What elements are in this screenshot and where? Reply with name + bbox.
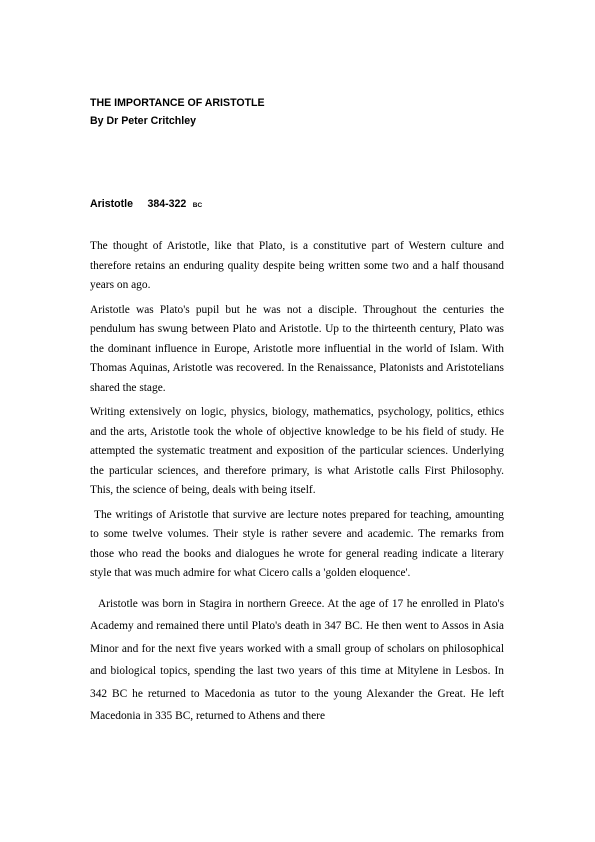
paragraph: Aristotle was born in Stagira in northern Greece. At the age of 17 he enrolled in Plato's Academy and remained there until Plato's death in 347 BC. He then went to Assos in Asia Minor and for the next five years worked with a small group of scholars on philosophical and biological topics, spending the last two years of this time at Mitylene in Lesbos. In 342 BC he returned to Macedonia as tutor to the young Alexander the Great. He left Macedonia in 335 BC, returned to Athens and there: [90, 597, 504, 722]
section-heading-era: BC: [192, 202, 203, 209]
document-title: THE IMPORTANCE OF ARISTOTLE: [90, 97, 265, 109]
document-header: [90, 95, 265, 130]
paragraph: The writings of Aristotle that survive are lecture notes prepared for teaching, amounting to some twelve volumes. Their style is rather severe and academic. The remarks from those who read the books and dialogues he wrote for general reading indicate a literary style that was much admire for what Cicero calls a 'golden eloquence'.: [90, 508, 504, 579]
section-heading-name: Aristotle: [90, 198, 133, 210]
body-text: [90, 237, 504, 733]
paragraph: Writing extensively on logic, physics, biology, mathematics, psychology, politics, ethics and the arts, Aristotle took the whole of objective knowledge to be his field of study. He attempted the systematic treatment and exposition of the particular sciences. Underlying the particular sciences, and therefore primary, is what Aristotle calls First Philosophy. This, the science of being, deals with being itself.: [90, 406, 504, 496]
paragraph: The thought of Aristotle, like that Plato, is a constitutive part of Western culture and therefore retains an enduring quality despite being written some two and a half thousand years on ago.: [90, 240, 504, 291]
document-author: By Dr Peter Critchley: [90, 114, 196, 127]
section-heading: [90, 194, 202, 212]
section-heading-dates: 384-322: [147, 198, 187, 210]
paragraph: Aristotle was Plato's pupil but he was not a disciple. Throughout the centuries the pendulum has swung between Plato and Aristotle. Up to the thirteenth century, Plato was the dominant influence in Europe, Aristotle more influential in the world of Islam. With Thomas Aquinas, Aristotle was recovered. In the Renaissance, Platonists and Aristotelians shared the stage.: [90, 303, 504, 394]
